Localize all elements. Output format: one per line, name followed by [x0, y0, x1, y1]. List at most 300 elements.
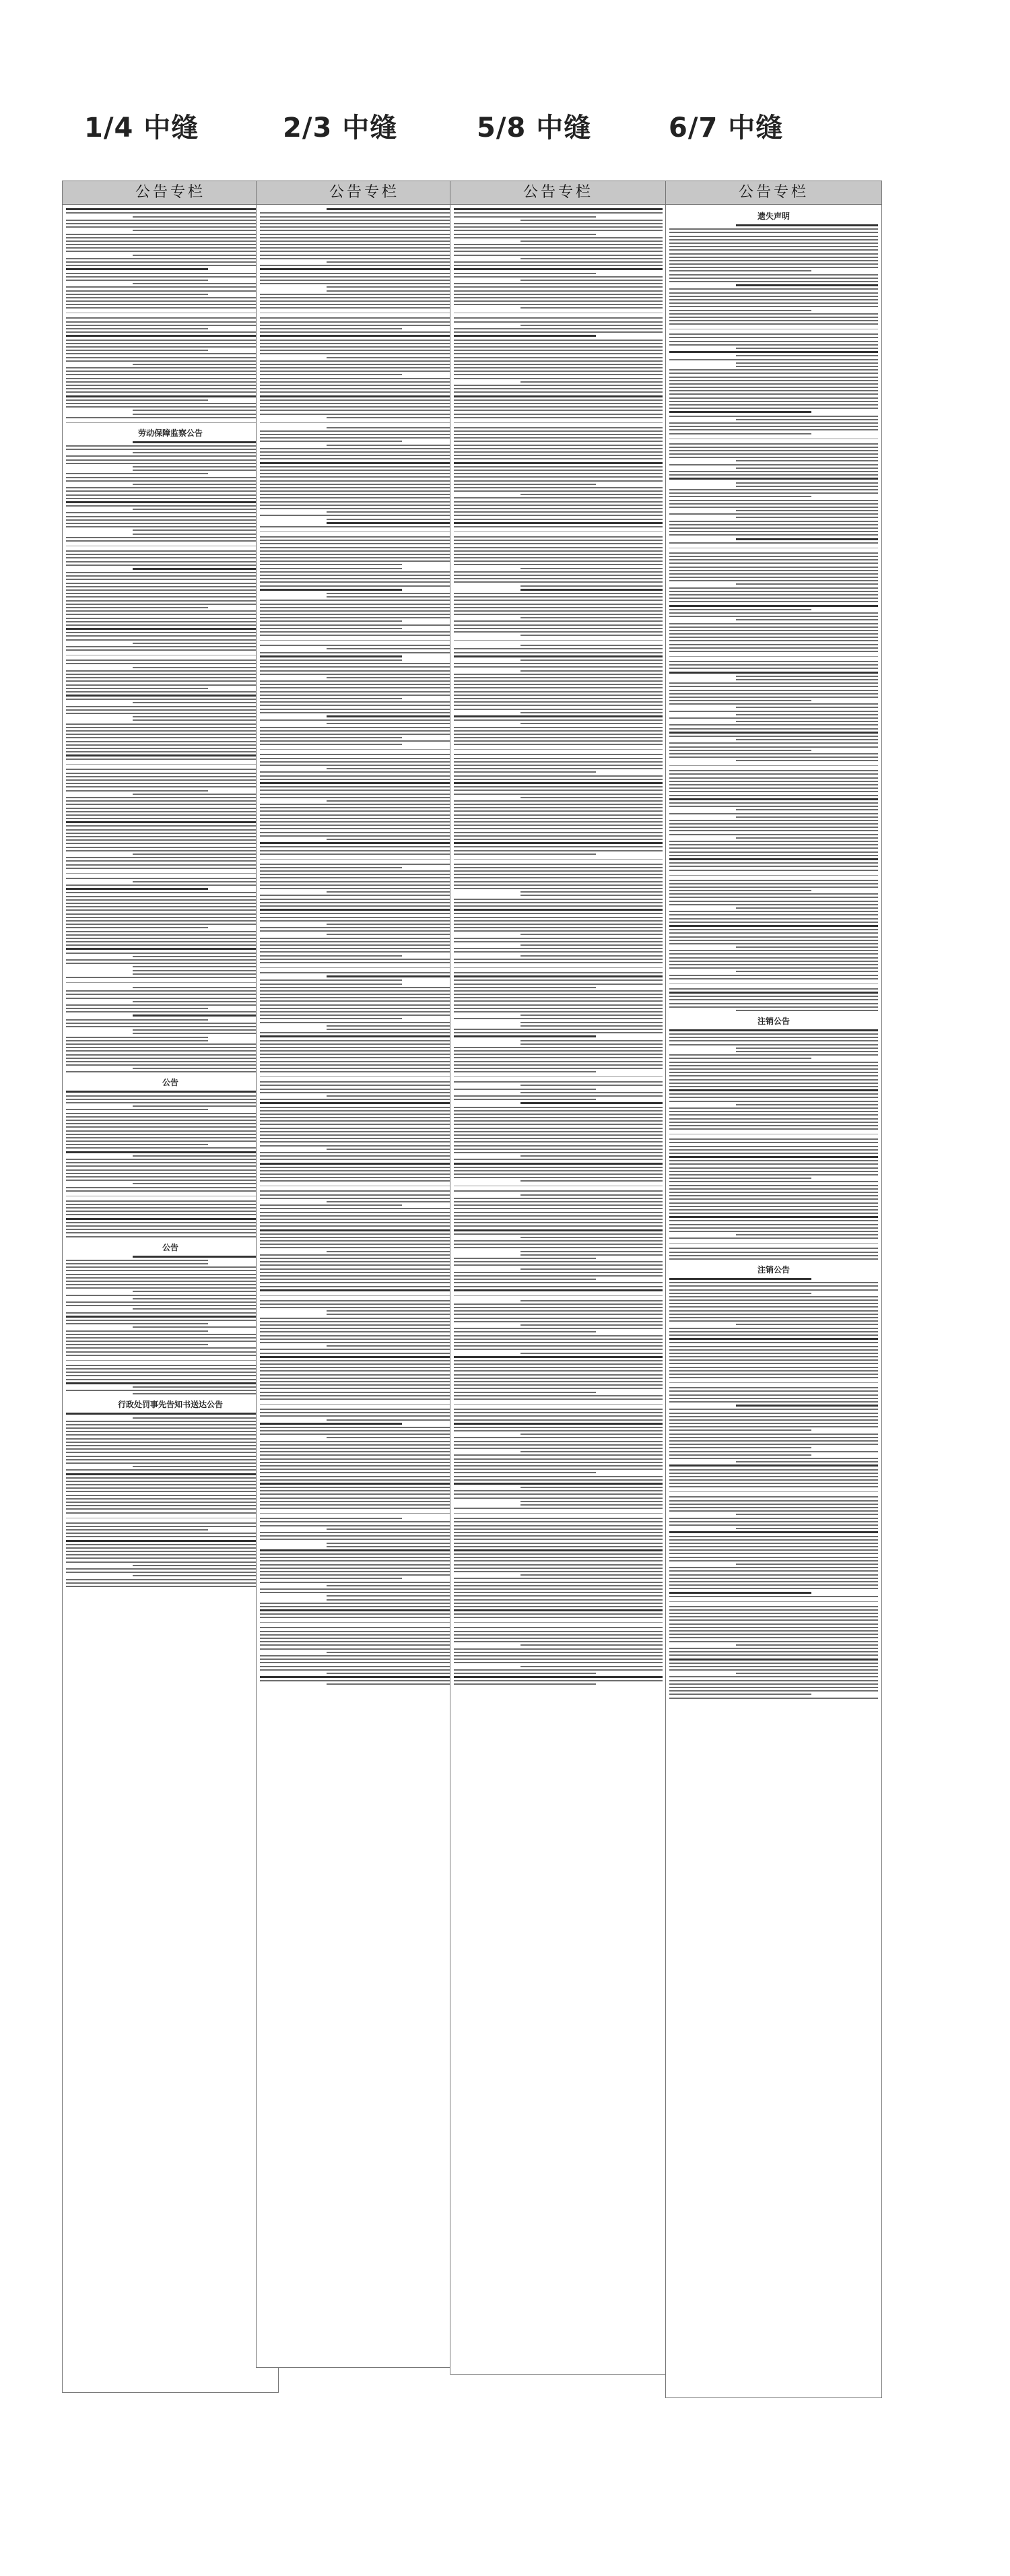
- text-line: [454, 1289, 663, 1291]
- text-line: [454, 1339, 663, 1340]
- text-line: [454, 779, 663, 780]
- text-line: [260, 1233, 469, 1235]
- text-line: [669, 559, 878, 560]
- text-line: [260, 779, 469, 780]
- text-line: [133, 364, 275, 365]
- text-line: [66, 374, 275, 375]
- text-line: [260, 687, 469, 688]
- text-line: [669, 503, 878, 505]
- text-line: [669, 777, 878, 779]
- text-line: [454, 519, 663, 520]
- text-line: [260, 1054, 469, 1055]
- text-line: [669, 500, 878, 501]
- text-line: [736, 486, 878, 487]
- text-line: [454, 547, 663, 548]
- text-line: [520, 1102, 663, 1104]
- text-line: [669, 1178, 811, 1179]
- text-line: [66, 1270, 275, 1271]
- text-line: [66, 1561, 275, 1563]
- text-line: [669, 806, 878, 807]
- text-line: [260, 1128, 469, 1129]
- text-line: [327, 1683, 469, 1685]
- text-line: [669, 1454, 811, 1456]
- text-line: [454, 786, 663, 787]
- notice-divider: [260, 422, 469, 423]
- text-line: [66, 1434, 275, 1436]
- text-line: [260, 758, 469, 759]
- text-line: [669, 1694, 811, 1695]
- text-line: [66, 1043, 275, 1045]
- text-line: [454, 1525, 663, 1526]
- text-line: [66, 1431, 275, 1432]
- text-line: [327, 1314, 469, 1315]
- text-line: [669, 1539, 878, 1541]
- text-line: [454, 1225, 663, 1227]
- text-line: [454, 1035, 596, 1037]
- text-line: [669, 426, 878, 427]
- text-line: [454, 828, 663, 829]
- text-line: [66, 1512, 275, 1514]
- text-line: [66, 1365, 275, 1366]
- text-line: [66, 449, 275, 450]
- text-line: [454, 304, 663, 305]
- text-line: [260, 385, 469, 386]
- text-line: [66, 1047, 275, 1048]
- text-line: [669, 1690, 878, 1692]
- text-line: [454, 674, 663, 675]
- text-line: [454, 1560, 663, 1561]
- text-line: [260, 666, 469, 668]
- label-six-sevenths: 6/7 中缝: [669, 112, 784, 143]
- text-line: [66, 1120, 275, 1121]
- text-line: [133, 1417, 275, 1419]
- text-line: [260, 1190, 469, 1192]
- text-line: [66, 741, 275, 742]
- text-line: [669, 750, 811, 751]
- text-line: [669, 594, 878, 595]
- text-line: [454, 462, 663, 464]
- text-line: [66, 734, 275, 735]
- text-line: [454, 455, 663, 456]
- text-line: [669, 784, 878, 785]
- text-line: [454, 1222, 663, 1223]
- text-line: [66, 825, 275, 827]
- text-line: [133, 1575, 275, 1576]
- text-line: [260, 1099, 469, 1100]
- text-line: [66, 220, 275, 221]
- text-line: [736, 1051, 878, 1052]
- text-line: [454, 1631, 663, 1632]
- text-line: [669, 1122, 878, 1123]
- text-line: [454, 543, 663, 544]
- text-line: [669, 1524, 878, 1526]
- text-line: [669, 975, 878, 976]
- text-line: [66, 1140, 275, 1142]
- text-line: [133, 854, 275, 855]
- text-line: [66, 340, 275, 341]
- text-line: [669, 1118, 878, 1120]
- text-line: [66, 977, 275, 978]
- text-line: [327, 261, 469, 263]
- text-line: [260, 1472, 469, 1473]
- text-line: [669, 1083, 878, 1084]
- text-line: [669, 333, 878, 335]
- text-line: [327, 208, 469, 210]
- text-line: [454, 395, 663, 397]
- text-line: [669, 693, 878, 695]
- text-line: [133, 1105, 275, 1107]
- text-line: [669, 1188, 878, 1190]
- text-line: [669, 320, 878, 321]
- text-line: [669, 862, 878, 864]
- text-line: [454, 701, 663, 703]
- text-line: [454, 1680, 663, 1681]
- text-line: [520, 494, 663, 495]
- text-line: [669, 344, 878, 346]
- text-line: [454, 1592, 663, 1593]
- text-line: [454, 1627, 663, 1628]
- text-line: [66, 600, 275, 602]
- text-line: [66, 1165, 275, 1167]
- text-line: [66, 604, 275, 605]
- text-line: [260, 1339, 469, 1340]
- text-line: [454, 1617, 663, 1618]
- text-line: [669, 296, 878, 297]
- text-line: [669, 228, 878, 230]
- text-line: [66, 938, 275, 939]
- text-line: [454, 522, 663, 524]
- text-line: [327, 723, 469, 724]
- text-line: [66, 804, 275, 805]
- text-line: [669, 373, 878, 374]
- text-line: [669, 1680, 878, 1681]
- text-line: [454, 624, 663, 626]
- text-line: [66, 639, 275, 641]
- text-line: [260, 990, 469, 992]
- text-line: [669, 507, 878, 508]
- text-line: [66, 516, 275, 517]
- text-line: [736, 1564, 878, 1565]
- text-line: [454, 1454, 663, 1456]
- text-line: [669, 531, 878, 532]
- text-line: [454, 867, 663, 868]
- text-line: [66, 614, 275, 615]
- text-line: [66, 1424, 275, 1425]
- text-line: [66, 924, 275, 925]
- text-line: [669, 637, 878, 638]
- text-line: [327, 1599, 469, 1601]
- text-line: [260, 501, 469, 503]
- text-line: [669, 1426, 878, 1427]
- text-line: [260, 255, 469, 256]
- text-line: [66, 1379, 275, 1380]
- text-line: [669, 513, 878, 515]
- text-line: [327, 290, 469, 292]
- text-line: [260, 1669, 469, 1671]
- text-line: [669, 1299, 878, 1301]
- text-line: [454, 1124, 663, 1125]
- text-line: [133, 1308, 275, 1310]
- text-line: [260, 1370, 469, 1372]
- text-line: [66, 1505, 275, 1506]
- text-line: [669, 1213, 878, 1214]
- text-line: [669, 967, 878, 969]
- text-line: [260, 1367, 469, 1368]
- text-line: [669, 1401, 878, 1403]
- text-line: [66, 321, 275, 323]
- text-line: [260, 1676, 469, 1678]
- text-line: [454, 1549, 663, 1551]
- text-line: [669, 1174, 878, 1176]
- text-line: [66, 888, 208, 890]
- text-line: [133, 1298, 275, 1299]
- text-line: [260, 737, 402, 738]
- text-line: [260, 230, 469, 231]
- text-line: [669, 651, 878, 652]
- text-line: [260, 328, 402, 329]
- text-line: [66, 1260, 208, 1261]
- text-line: [454, 470, 663, 471]
- text-line: [66, 1095, 275, 1097]
- text-line: [669, 429, 878, 430]
- text-line: [260, 283, 469, 284]
- text-line: [260, 948, 469, 949]
- text-line: [133, 970, 275, 971]
- text-line: [260, 1451, 469, 1452]
- text-line: [66, 1190, 275, 1192]
- text-line: [260, 825, 469, 826]
- text-line: [133, 441, 275, 443]
- notice-divider: [66, 422, 275, 423]
- text-line: [454, 604, 663, 605]
- text-line: [66, 737, 275, 738]
- text-line: [260, 251, 469, 252]
- text-line: [260, 1592, 469, 1593]
- text-line: [454, 1483, 663, 1485]
- notice-divider: [260, 1295, 469, 1296]
- text-line: [669, 1394, 878, 1396]
- text-line: [669, 534, 878, 536]
- text-line: [454, 223, 663, 224]
- text-line: [260, 1198, 469, 1199]
- text-line: [260, 448, 469, 449]
- text-line: [669, 310, 811, 311]
- text-line: [454, 1673, 596, 1674]
- text-line: [669, 580, 878, 581]
- text-line: [260, 610, 469, 612]
- text-line: [66, 596, 275, 598]
- text-line: [454, 1240, 663, 1242]
- text-line: [454, 451, 663, 453]
- text-line: [66, 1207, 275, 1209]
- text-line: [454, 458, 663, 459]
- text-line: [260, 1134, 469, 1136]
- text-line: [520, 258, 663, 259]
- text-line: [260, 1465, 469, 1467]
- text-line: [454, 1415, 663, 1417]
- text-line: [66, 307, 275, 309]
- text-line: [669, 380, 878, 381]
- text-line: [669, 1641, 878, 1642]
- text-line: [669, 341, 878, 342]
- text-line: [66, 1341, 275, 1342]
- text-line: [260, 1384, 469, 1386]
- text-line: [669, 728, 878, 730]
- text-line: [260, 462, 469, 464]
- text-line: [736, 1048, 878, 1049]
- text-line: [66, 1211, 275, 1212]
- text-line: [669, 1479, 878, 1481]
- text-line: [454, 427, 663, 428]
- text-line: [260, 1180, 469, 1182]
- text-line: [260, 1441, 469, 1442]
- text-line: [260, 1328, 469, 1329]
- text-line: [520, 220, 663, 221]
- text-line: [669, 855, 878, 856]
- text-line: [66, 540, 275, 542]
- text-line: [669, 795, 878, 796]
- text-line: [669, 1546, 878, 1547]
- text-line: [260, 1462, 469, 1463]
- text-line: [260, 307, 469, 309]
- notice-divider: [454, 1295, 663, 1296]
- notice-divider: [260, 1513, 469, 1514]
- text-line: [669, 270, 811, 271]
- text-line: [669, 1072, 878, 1073]
- text-line: [520, 1025, 663, 1027]
- text-line: [133, 973, 275, 975]
- text-line: [669, 682, 878, 684]
- text-line: [454, 1120, 663, 1122]
- text-line: [260, 1229, 469, 1231]
- text-line: [520, 955, 663, 957]
- text-line: [66, 663, 275, 664]
- text-line: [454, 331, 663, 333]
- text-line: [66, 268, 208, 270]
- text-line: [669, 787, 878, 789]
- text-line: [66, 583, 275, 584]
- text-line: [669, 351, 878, 353]
- text-line: [66, 1459, 275, 1460]
- text-line: [454, 972, 663, 973]
- text-line: [66, 684, 275, 686]
- text-line: [669, 542, 878, 544]
- text-line: [66, 261, 275, 263]
- text-line: [66, 786, 275, 787]
- text-line: [669, 313, 878, 315]
- text-line: [260, 850, 469, 851]
- text-line: [454, 600, 663, 601]
- text-line: [66, 621, 275, 622]
- text-line: [454, 1490, 663, 1491]
- text-line: [66, 593, 275, 594]
- text-line: [260, 494, 469, 495]
- text-line: [454, 350, 663, 351]
- text-line: [260, 1303, 469, 1305]
- text-line: [669, 1075, 878, 1076]
- text-line: [669, 521, 878, 522]
- text-line: [669, 690, 878, 691]
- text-line: [66, 1390, 275, 1391]
- text-line: [327, 357, 469, 358]
- text-line: [260, 212, 469, 214]
- text-line: [260, 994, 469, 995]
- text-line: [669, 1444, 878, 1445]
- text-line: [66, 953, 275, 954]
- text-line: [327, 648, 469, 649]
- text-line: [520, 891, 663, 893]
- text-line: [66, 857, 275, 858]
- text-line: [669, 732, 878, 734]
- text-line: [454, 1054, 663, 1055]
- text-line: [454, 850, 663, 851]
- text-line: [260, 835, 469, 837]
- text-line: [520, 568, 663, 569]
- text-line: [669, 1216, 878, 1218]
- text-line: [669, 1153, 878, 1154]
- text-line: [669, 359, 878, 360]
- text-line: [260, 1504, 469, 1506]
- text-line: [260, 1490, 469, 1491]
- text-line: [66, 934, 275, 936]
- text-line: [669, 383, 878, 385]
- text-line: [260, 614, 469, 615]
- text-line: [327, 768, 469, 769]
- text-line: [669, 736, 878, 737]
- text-line: [669, 964, 878, 965]
- column-header: 公告专栏: [63, 181, 278, 205]
- text-line: [454, 1648, 663, 1650]
- text-line: [66, 1222, 275, 1223]
- text-line: [66, 586, 275, 587]
- text-line: [454, 1318, 663, 1319]
- text-line: [669, 489, 878, 490]
- text-line: [66, 371, 275, 372]
- text-line: [66, 847, 275, 848]
- text-line: [454, 677, 663, 678]
- text-line: [260, 1571, 469, 1572]
- text-line: [66, 1320, 275, 1321]
- text-line: [669, 647, 878, 649]
- text-line: [66, 391, 275, 393]
- text-line: [454, 1553, 663, 1555]
- text-line: [454, 1229, 663, 1231]
- text-line: [66, 1334, 275, 1335]
- text-line: [454, 1152, 663, 1153]
- text-line: [454, 962, 663, 963]
- text-line: [669, 1683, 878, 1685]
- notice-divider: [66, 873, 275, 874]
- text-line: [260, 955, 402, 957]
- text-line: [669, 1510, 878, 1512]
- text-line: [260, 1469, 469, 1470]
- text-line: [454, 810, 663, 812]
- text-line: [669, 1578, 878, 1579]
- text-line: [454, 1532, 663, 1533]
- text-line: [260, 1170, 469, 1171]
- text-line: [260, 1539, 469, 1540]
- text-line: [736, 583, 878, 585]
- text-line: [669, 866, 878, 867]
- text-line: [260, 1282, 469, 1283]
- text-line: [454, 1381, 663, 1382]
- text-line: [66, 579, 275, 580]
- text-line: [669, 1416, 878, 1417]
- text-line: [260, 842, 469, 844]
- text-line: [133, 794, 275, 795]
- text-line: [454, 297, 663, 298]
- text-line: [66, 399, 208, 401]
